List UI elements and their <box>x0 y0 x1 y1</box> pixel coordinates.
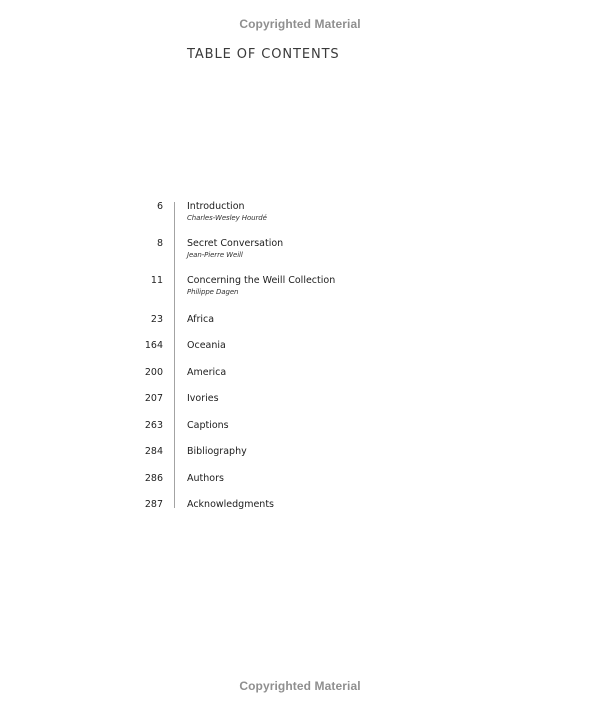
toc-entry-ivories[interactable] <box>0 393 600 421</box>
copyright-watermark-top: Copyrighted Material <box>239 17 361 31</box>
toc-entry-author: Charles-Wesley Hourdé <box>187 214 267 222</box>
toc-entry-africa[interactable] <box>0 314 600 342</box>
toc-entry-oceania[interactable] <box>0 340 600 368</box>
toc-entry-title[interactable]: Bibliography <box>187 446 247 457</box>
toc-page-number: 11 <box>150 275 163 286</box>
toc-entry-title[interactable]: Oceania <box>187 340 226 351</box>
toc-page-number: 207 <box>144 393 163 404</box>
toc-page-number: 23 <box>150 314 163 325</box>
toc-page-number: 286 <box>144 473 163 484</box>
toc-entry-bibliography[interactable] <box>0 446 600 474</box>
toc-page-number: 287 <box>144 499 163 510</box>
toc-page-number: 8 <box>156 238 163 249</box>
toc-entry-author: Philippe Dagen <box>187 288 239 296</box>
toc-entry-weill-collection[interactable] <box>0 275 600 303</box>
toc-entry-secret-conversation[interactable] <box>0 238 600 266</box>
toc-entry-america[interactable] <box>0 367 600 395</box>
toc-entry-author: Jean-Pierre Weill <box>187 251 243 259</box>
toc-page-number: 200 <box>144 367 163 378</box>
copyright-watermark-bottom: Copyrighted Material <box>239 679 361 693</box>
toc-entry-title[interactable]: Africa <box>187 314 215 325</box>
toc-entry-title[interactable]: Ivories <box>187 393 219 404</box>
toc-page-number: 263 <box>144 420 163 431</box>
toc-entry-acknowledgments[interactable] <box>0 499 600 527</box>
toc-entry-title[interactable]: Concerning the Weill Collection <box>187 275 336 286</box>
toc-entry-captions[interactable] <box>0 420 600 448</box>
toc-page-number: 164 <box>144 340 163 351</box>
toc-entry-title[interactable]: Introduction <box>187 201 245 212</box>
toc-page-number: 284 <box>144 446 163 457</box>
toc-entry-title[interactable]: Acknowledgments <box>187 499 274 510</box>
toc-entry-title[interactable]: Secret Conversation <box>187 238 284 249</box>
toc-entry-title[interactable]: America <box>187 367 227 378</box>
page-title: TABLE OF CONTENTS <box>187 47 340 62</box>
toc-entry-introduction[interactable] <box>0 201 600 229</box>
toc-entry-title[interactable]: Captions <box>187 420 229 431</box>
toc-page-number: 6 <box>156 201 163 212</box>
toc-entry-authors[interactable] <box>0 473 600 501</box>
toc-entry-title[interactable]: Authors <box>187 473 224 484</box>
